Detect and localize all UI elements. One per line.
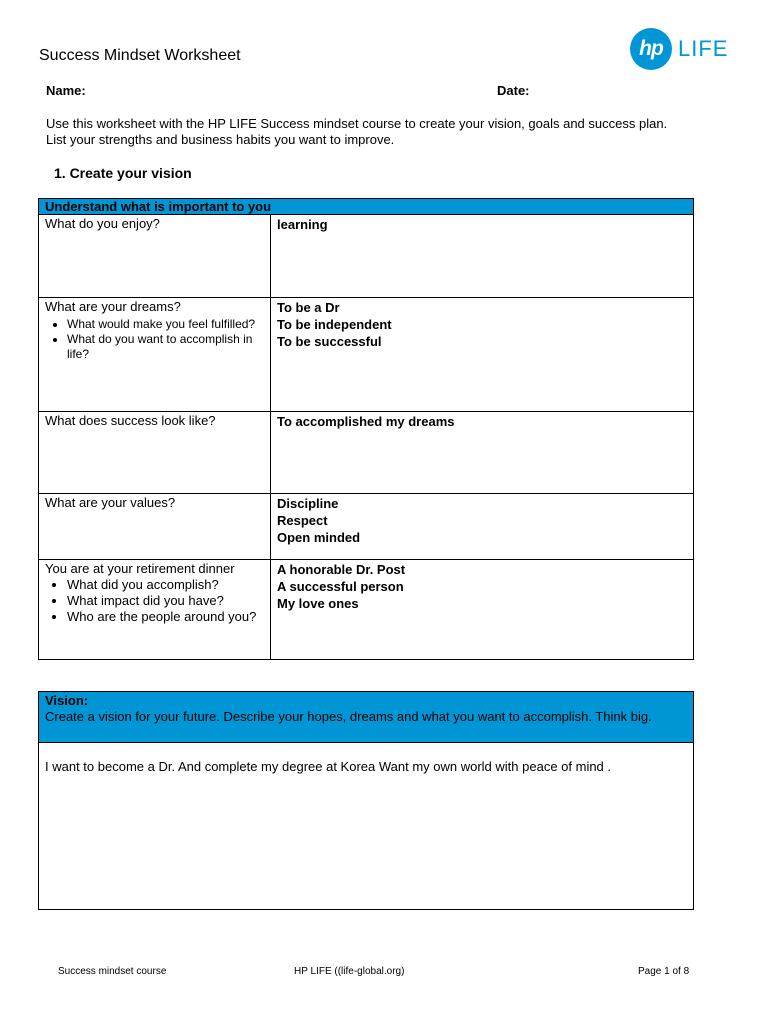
table-row [39, 298, 694, 412]
section-heading: 1. Create your vision [54, 165, 192, 181]
answer-cell[interactable] [271, 494, 694, 560]
answer-line: Discipline [277, 496, 339, 511]
date-label: Date: [497, 83, 530, 98]
answer-cell[interactable] [271, 215, 694, 298]
footer-site: HP LIFE ((life-global.org) [294, 966, 405, 977]
answer-line: A honorable Dr. Post [277, 562, 406, 577]
bullet-item: • What impact did you have? [67, 593, 264, 609]
question-text: What does success look like? [45, 413, 216, 428]
vision-box [38, 691, 694, 910]
question-cell [39, 412, 271, 494]
intro-text: Use this worksheet with the HP LIFE Success mindset course to create your vision, goals and success plan. List your strengths and business habits you want to improve. [46, 116, 668, 147]
bullet-item: • Who are the people around you? [67, 609, 264, 625]
answer-line: learning [277, 217, 328, 232]
table-row [39, 412, 694, 494]
vision-title: Vision: [45, 693, 89, 708]
hp-logo-icon: hp [630, 28, 672, 70]
question-cell [39, 298, 271, 412]
vision-answer: I want to become a Dr. And complete my degree at Korea Want my own world with peace of mind . [45, 759, 612, 774]
question-text: What are your dreams? [45, 299, 181, 314]
table-header: Understand what is important to you [39, 199, 694, 215]
answer-cell[interactable] [271, 560, 694, 660]
page-title: Success Mindset Worksheet [39, 47, 241, 64]
vision-table [38, 198, 694, 660]
question-text: What do you enjoy? [45, 216, 160, 231]
question-text: What are your values? [45, 495, 176, 510]
question-cell [39, 560, 271, 660]
footer-course: Success mindset course [58, 966, 167, 977]
answer-line: To be a Dr [277, 300, 340, 315]
answer-cell[interactable] [271, 298, 694, 412]
table-row [39, 494, 694, 560]
answer-line: To accomplished my dreams [277, 414, 455, 429]
answer-line: To be independent [277, 317, 392, 332]
vision-prompt: Create a vision for your future. Describe your hopes, dreams and what you want to accomplish. Think big. [45, 709, 652, 724]
answer-line: A successful person [277, 579, 404, 594]
bullet-item: • What do you want to accomplish in life? [67, 332, 264, 362]
answer-line: To be successful [277, 334, 382, 349]
vision-header [39, 692, 694, 743]
question-cell [39, 215, 271, 298]
bullet-item: • What did you accomplish? [67, 577, 264, 593]
footer-page-number: Page 1 of 8 [638, 966, 690, 977]
answer-cell[interactable] [271, 412, 694, 494]
logo-text: LIFE [678, 36, 729, 61]
table-row [39, 560, 694, 660]
name-label: Name: [46, 83, 86, 98]
bullet-item: • What would make you feel fulfilled? [67, 317, 264, 332]
hp-life-logo [630, 28, 729, 72]
answer-line: My love ones [277, 596, 359, 611]
bullet-list [45, 577, 264, 625]
table-row [39, 215, 694, 298]
vision-answer-cell[interactable] [39, 743, 694, 910]
question-text: You are at your retirement dinner [45, 561, 235, 576]
answer-line: Open minded [277, 530, 361, 545]
answer-line: Respect [277, 513, 328, 528]
bullet-list [45, 317, 264, 362]
question-cell [39, 494, 271, 560]
